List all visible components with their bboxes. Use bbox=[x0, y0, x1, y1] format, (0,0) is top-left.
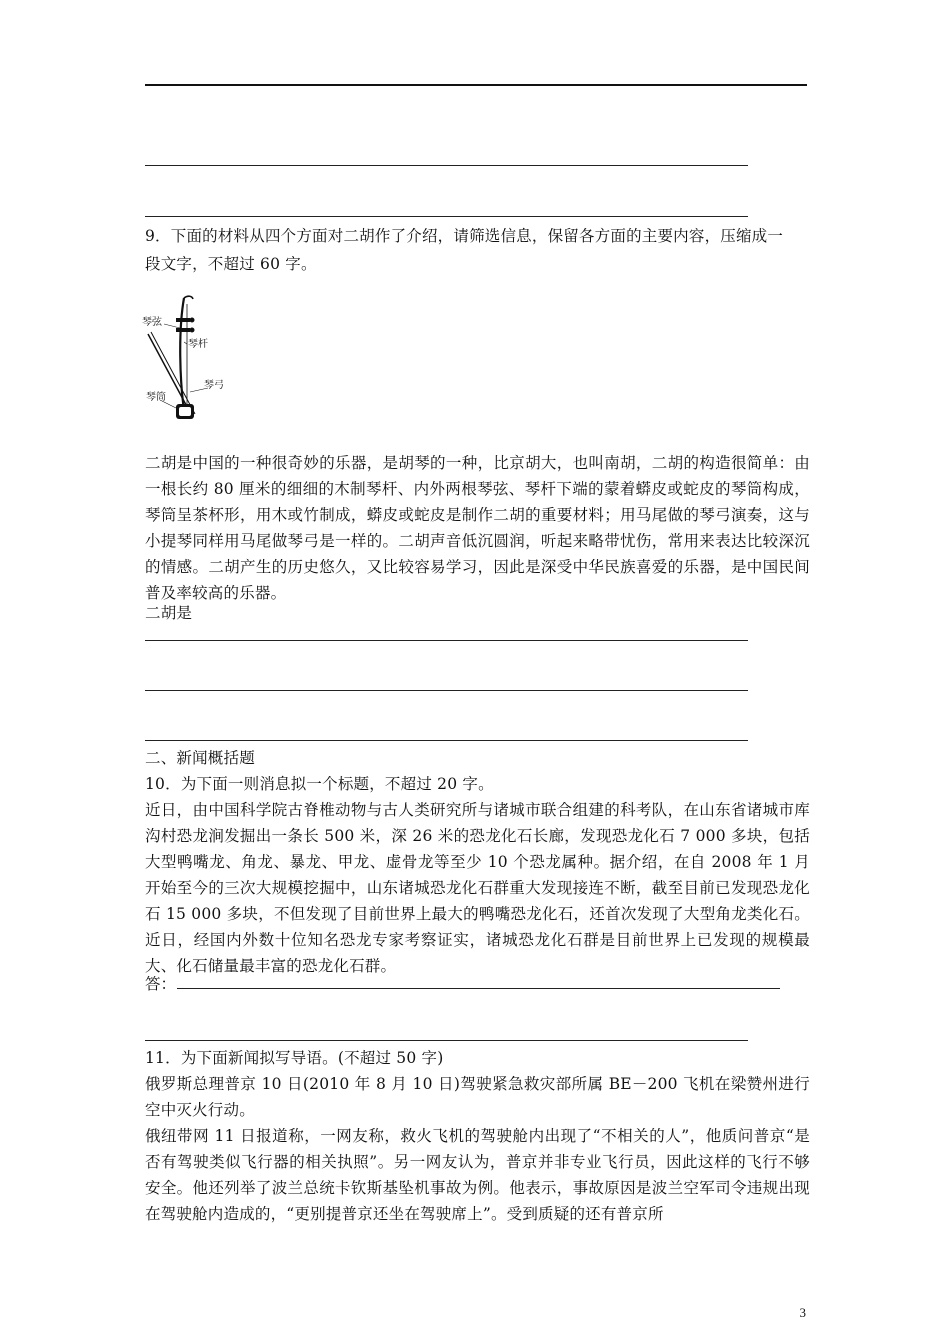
label-body: 琴筒 bbox=[146, 392, 166, 403]
q11-para1: 俄罗斯总理普京 10 日(2010 年 8 月 10 日)驾驶紧急救灾部所属 BE－200 飞机在梁赞州进行空中灭火行动。 bbox=[145, 1075, 810, 1119]
q10-answer-row bbox=[145, 971, 176, 997]
answer-line bbox=[145, 740, 748, 741]
label-string: 琴弦 bbox=[142, 317, 162, 328]
answer-line bbox=[145, 690, 748, 691]
q9-answer-start: 二胡是 bbox=[145, 604, 193, 622]
label-neck: 琴杆 bbox=[188, 339, 208, 350]
answer-line bbox=[145, 216, 748, 217]
answer-line bbox=[177, 988, 780, 989]
answer-line bbox=[145, 640, 748, 641]
answer-line bbox=[145, 84, 807, 86]
section-heading: 二、新闻概括题 bbox=[145, 749, 255, 767]
q9-passage: 二胡是中国的一种很奇妙的乐器，是胡琴的一种，比京胡大，也叫南胡，二胡的构造很简单：由一根长约 80 厘米的细细的木制琴杆、内外两根琴弦、琴杆下端的蒙着蟒皮或蛇皮的琴筒构成，琴筒呈茶杯形，用木或竹制成，蟒皮或蛇皮是制作二胡的重要材料；用马尾做的琴弓演奏，这与小提琴同样用马尾做琴弓是一样的。二胡声音低沉圆润，听起来略带忧伤，常用来表达比较深沉的情感。二胡产生的历史悠久，又比较容易学习，因此是深受中华民族喜爱的乐器，是中国民间普及率较高的乐器。 bbox=[145, 454, 810, 602]
label-bow: 琴弓 bbox=[204, 380, 224, 391]
q10-answer-label: 答： bbox=[145, 975, 177, 993]
q11-prompt: 11．为下面新闻拟写导语。(不超过 50 字) bbox=[145, 1049, 444, 1067]
answer-line bbox=[145, 1040, 748, 1041]
page-number: 3 bbox=[799, 1305, 806, 1320]
q10-prompt: 10．为下面一则消息拟一个标题，不超过 20 字。 bbox=[145, 775, 494, 793]
answer-line bbox=[145, 165, 748, 166]
q9-prompt-line1: 9．下面的材料从四个方面对二胡作了介绍，请筛选信息，保留各方面的主要内容，压缩成一 bbox=[145, 227, 784, 245]
q9-prompt-line2: 段文字，不超过 60 字。 bbox=[145, 255, 317, 273]
q11-para2: 俄纽带网 11 日报道称，一网友称，救火飞机的驾驶舱内出现了“不相关的人”，他质问普京“是否有驾驶类似飞行器的相关执照”。另一网友认为，普京并非专业飞行员，因此这样的飞行不够安全。他还列举了波兰总统卡钦斯基坠机事故为例。他表示，事故原因是波兰空军司令违规出现在驾驶舱内造成的，“更别提普京还坐在驾驶席上”。受到质疑的还有普京所 bbox=[145, 1127, 810, 1223]
q10-passage: 近日，由中国科学院古脊椎动物与古人类研究所与诸城市联合组建的科考队，在山东省诸城市库沟村恐龙涧发掘出一条长 500 米，深 26 米的恐龙化石长廊，发现恐龙化石 7 000 多块，包括大型鸭嘴龙、角龙、暴龙、甲龙、虚骨龙等至少 10 个恐龙属种。据介绍，在自 2008 年 1 月开始至今的三次大规模挖掘中，山东诸城恐龙化石群重大发现接连不断，截至目前已发现恐龙化石 15 000 多块，不但发现了目前世界上最大的鸭嘴恐龙化石，还首次发现了大型角龙类化石。近日，经国内外数十位知名恐龙专家考察证实，诸城恐龙化石群是目前世界上已发现的规模最大、化石储量最丰富的恐龙化石群。 bbox=[145, 801, 810, 975]
erhu-diagram bbox=[140, 292, 235, 432]
